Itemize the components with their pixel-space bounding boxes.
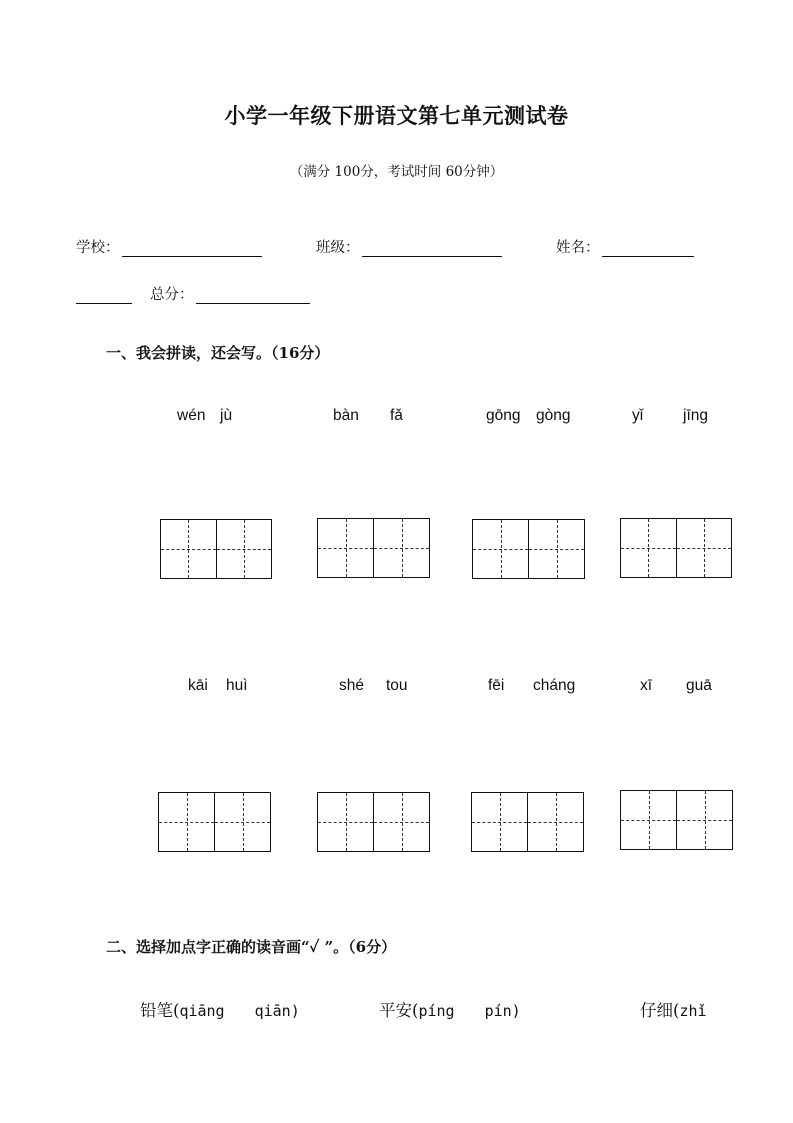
grid-cell[interactable] — [216, 520, 272, 578]
question-item-1 — [140, 997, 300, 1021]
option-2[interactable]: pín) — [484, 1002, 521, 1020]
class-label: 班级： — [316, 240, 360, 256]
total-blank[interactable] — [196, 287, 310, 304]
name-label: 姓名： — [556, 240, 600, 256]
section-1-heading: 一、我会拼读，还会写。（16分） — [106, 344, 330, 362]
question-word: 平安( — [379, 1001, 419, 1020]
pinyin-2-1b: huì — [226, 677, 248, 694]
question-word: 铅笔( — [140, 1001, 180, 1020]
pinyin-1-1a: wén — [177, 407, 206, 424]
writing-grid-2-1[interactable] — [158, 792, 271, 852]
pinyin-1-2b: fǎ — [390, 407, 403, 424]
writing-grid-1-4[interactable] — [620, 518, 732, 578]
grid-cell[interactable] — [373, 519, 429, 577]
pinyin-2-4a: xī — [640, 677, 653, 694]
pinyin-2-3b: cháng — [533, 677, 576, 694]
pinyin-2-3a: fēi — [488, 677, 505, 694]
pinyin-2-2b: tou — [386, 677, 408, 694]
pinyin-1-2a: bàn — [333, 407, 359, 424]
grid-cell[interactable] — [318, 793, 373, 851]
class-field — [316, 236, 502, 257]
option-1[interactable]: qiāng — [179, 1002, 225, 1020]
page-title: 小学一年级下册语文第七单元测试卷 — [224, 103, 569, 128]
pinyin-1-1b: jù — [220, 407, 233, 424]
total-label: 总分： — [150, 287, 194, 303]
option-1[interactable]: píng — [418, 1002, 455, 1020]
name-blank[interactable] — [602, 240, 694, 257]
writing-grid-2-2[interactable] — [317, 792, 430, 852]
writing-grid-1-2[interactable] — [317, 518, 430, 578]
pinyin-1-3a: gōng — [486, 407, 521, 424]
total-field — [76, 283, 310, 304]
pinyin-1-3b: gòng — [536, 407, 571, 424]
writing-grid-2-3[interactable] — [471, 792, 584, 852]
pinyin-1-4b: jīng — [683, 407, 708, 424]
school-label: 学校： — [76, 240, 120, 256]
page-subtitle: （满分 100分，考试时间 60分钟） — [289, 164, 504, 180]
grid-cell[interactable] — [159, 793, 214, 851]
grid-cell[interactable] — [161, 520, 216, 578]
grid-cell[interactable] — [214, 793, 270, 851]
grid-cell[interactable] — [676, 519, 732, 577]
name-field — [556, 236, 694, 257]
grid-cell[interactable] — [373, 793, 429, 851]
school-field — [76, 236, 262, 257]
question-item-2 — [379, 997, 521, 1021]
writing-grid-2-4[interactable] — [620, 790, 733, 850]
option-2[interactable]: qiān) — [254, 1002, 300, 1020]
grid-cell[interactable] — [528, 520, 584, 578]
writing-grid-1-3[interactable] — [472, 519, 585, 579]
pinyin-2-1a: kāi — [188, 677, 208, 694]
grid-cell[interactable] — [621, 519, 676, 577]
grid-cell[interactable] — [621, 791, 676, 849]
section-2-heading: 二、选择加点字正确的读音画“✓ ”。（6分） — [106, 938, 397, 956]
question-word: 仔细( — [640, 1001, 680, 1020]
class-blank[interactable] — [362, 240, 502, 257]
name-blank-continued[interactable] — [76, 287, 132, 304]
grid-cell[interactable] — [676, 791, 732, 849]
option-1[interactable]: zhǐ — [679, 1002, 707, 1020]
question-item-3 — [640, 997, 707, 1021]
pinyin-2-2a: shé — [339, 677, 364, 694]
grid-cell[interactable] — [318, 519, 373, 577]
grid-cell[interactable] — [527, 793, 583, 851]
grid-cell[interactable] — [473, 520, 528, 578]
school-blank[interactable] — [122, 240, 262, 257]
pinyin-2-4b: guā — [686, 677, 712, 694]
writing-grid-1-1[interactable] — [160, 519, 272, 579]
pinyin-1-4a: yǐ — [632, 407, 644, 424]
grid-cell[interactable] — [472, 793, 527, 851]
